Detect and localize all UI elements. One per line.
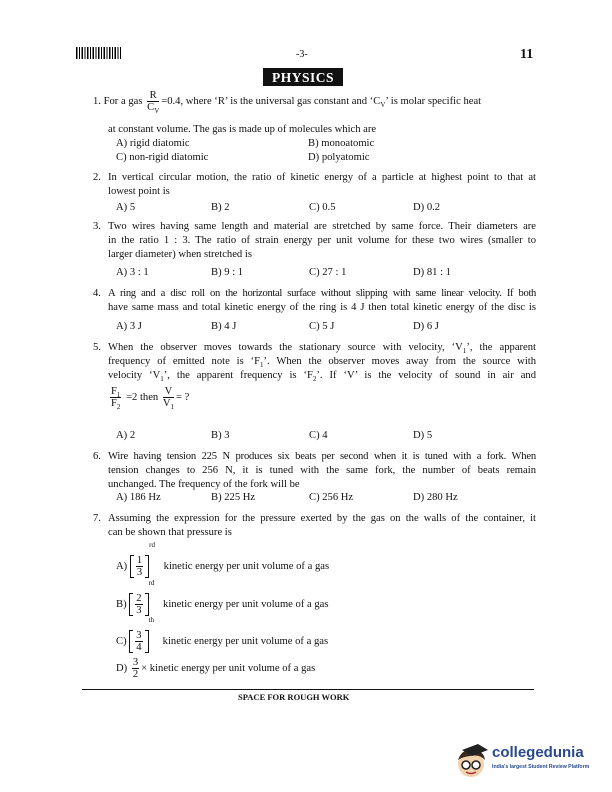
option-a[interactable]: A) 3 J xyxy=(116,321,142,332)
option-b[interactable]: B) 2 xyxy=(211,202,230,213)
option-c[interactable]: C) 0.5 xyxy=(309,202,336,213)
option-d[interactable]: D) 5 xyxy=(413,430,433,441)
option-c[interactable]: C) 4 xyxy=(309,430,328,441)
option-a[interactable]: A) 186 Hz xyxy=(116,492,161,503)
option-a[interactable]: A) 2 xyxy=(116,430,136,441)
option-a[interactable]: A) rigid diatomic xyxy=(116,138,190,149)
collegedunia-logo: collegedunia India's largest Student Review Platform xyxy=(452,742,602,782)
option-b[interactable]: B) $\frac{2}{3}$ $^{rd}$ kinetic energy per unit volume of a gas xyxy=(116,579,329,617)
mascot-icon xyxy=(452,742,490,780)
booklet-code: 11 xyxy=(520,47,534,62)
question-number: 1. xyxy=(93,95,101,107)
option-b[interactable]: B) monoatomic xyxy=(308,138,375,149)
option-d[interactable]: D) 6 J xyxy=(413,321,439,332)
option-c[interactable]: C) 5 J xyxy=(309,321,335,332)
option-a[interactable]: A) 5 xyxy=(116,202,136,213)
page-number: -3- xyxy=(296,49,308,60)
option-c[interactable]: C) non-rigid diatomic xyxy=(116,152,209,163)
option-c[interactable]: C) 256 Hz xyxy=(309,492,354,503)
fraction: $\frac{R}{C_V}$ xyxy=(147,90,160,116)
option-b[interactable]: B) 3 xyxy=(211,430,230,441)
barcode xyxy=(76,47,121,59)
option-b[interactable]: B) 4 J xyxy=(211,321,237,332)
subject-title: PHYSICS xyxy=(263,68,343,86)
rough-work-label: SPACE FOR ROUGH WORK xyxy=(238,692,350,702)
option-c[interactable]: C) 27 : 1 xyxy=(309,267,347,278)
option-d[interactable]: D) 81 : 1 xyxy=(413,267,451,278)
ratio-equation: $\frac{F_1}{F_2}$ =2 then $\frac{V}{V_1}$ = ? xyxy=(111,386,190,412)
option-b[interactable]: B) 225 Hz xyxy=(211,492,256,503)
option-d[interactable]: D) $\frac{3}{2}$ × kinetic energy per unit volume of a gas xyxy=(116,657,316,680)
option-d[interactable]: D) polyatomic xyxy=(308,152,370,163)
option-d[interactable]: D) 0.2 xyxy=(413,202,441,213)
option-d[interactable]: D) 280 Hz xyxy=(413,492,458,503)
divider xyxy=(82,689,534,690)
option-a[interactable]: A) $\frac{1}{3}$ $^{rd}$ kinetic energy per unit volume of a gas xyxy=(116,541,330,579)
option-b[interactable]: B) 9 : 1 xyxy=(211,267,244,278)
option-c[interactable]: C) $\frac{3}{4}$ $^{th}$ kinetic energy per unit volume of a gas xyxy=(116,616,329,654)
option-a[interactable]: A) 3 : 1 xyxy=(116,267,149,278)
